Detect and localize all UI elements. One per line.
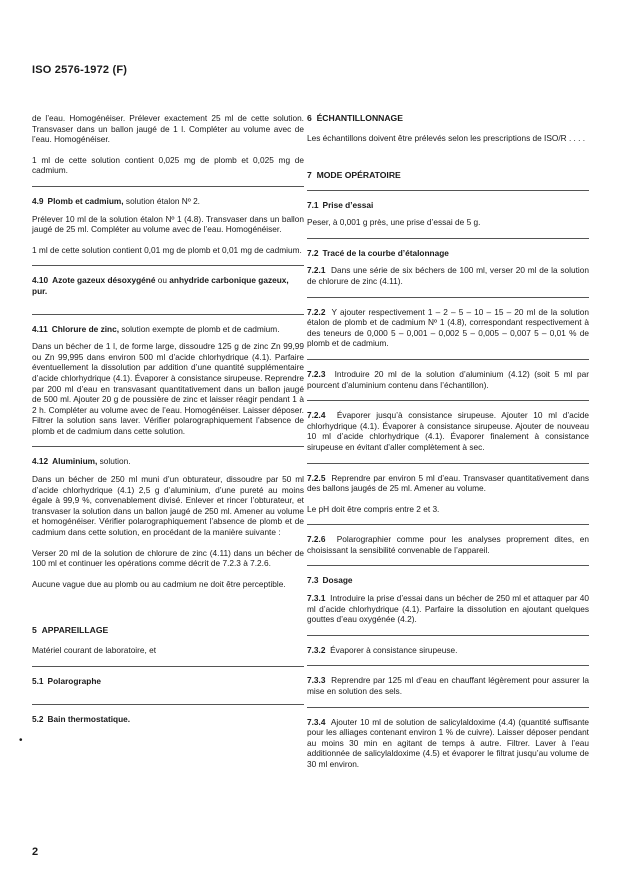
right-column bbox=[307, 113, 589, 780]
section-divider bbox=[307, 400, 589, 401]
paragraph: Peser, à 0,001 g près, une prise d’essai de 5 g. bbox=[307, 217, 481, 228]
section-title: Dosage bbox=[322, 575, 353, 586]
page-number: 2 bbox=[32, 846, 39, 858]
paragraph: Prélever 10 ml de la solution étalon Nº 1 (4.8). Transvaser dans un ballon jaugé de 25 ml. Compléter au volume avec de l’eau. Homogénéiser. bbox=[32, 213, 304, 235]
section-5-2-heading bbox=[32, 714, 304, 725]
section-7-heading bbox=[307, 170, 589, 181]
section-divider bbox=[307, 359, 589, 360]
section-divider bbox=[307, 190, 589, 191]
left-column bbox=[32, 113, 304, 731]
section-5-heading bbox=[32, 625, 304, 636]
clause-text: Dans une série de six béchers de 100 ml, verser 20 ml de la solution de chlorure de zinc (4.11). bbox=[307, 265, 589, 286]
clause-text: Reprendre par 125 ml d’eau en chauffant légèrement pour assurer la mise en solution des sels. bbox=[307, 675, 589, 697]
clause-text: Ajouter 10 ml de solution de salicylaldoxime (4.4) (quantité suffisante pour les alliages contenant environ 1 % de cuivre). Laisser déposer pendant au moins 30 min en agitant de temps à autre. Filtrer. Laver à l’eau additionnée de salicylaldoxime (4.5) et évaporer le filtrat jusqu’au volume de 30 ml environ. bbox=[307, 716, 589, 769]
clause-number: 7.3.3 bbox=[307, 675, 326, 686]
clause-number: 7.2.3 bbox=[307, 368, 326, 379]
section-divider bbox=[32, 704, 304, 705]
section-number: 5.1 bbox=[32, 676, 44, 686]
section-title-rest: anhydride carbonique gazeux, pur. bbox=[32, 275, 289, 296]
section-title: Azote gazeux désoxygéné bbox=[52, 275, 156, 286]
clause-number: 7.2.1 bbox=[307, 265, 326, 276]
margin-mark: • bbox=[19, 735, 23, 746]
section-title-connector: ou bbox=[155, 275, 170, 286]
section-number: 4.10 bbox=[32, 275, 49, 286]
clause-number: 7.3.4 bbox=[307, 716, 326, 727]
clause-number: 7.2.2 bbox=[307, 306, 326, 317]
section-title: Polarographe bbox=[47, 676, 102, 686]
paragraph-7-2-1 bbox=[307, 265, 589, 286]
section-divider bbox=[307, 524, 589, 525]
clause-text: Reprendre par environ 5 ml d’eau. Transvaser quantitativement dans des ballons jaugés de 25 ml. Amener au volume. bbox=[307, 472, 589, 494]
section-divider bbox=[307, 463, 589, 464]
section-number: 7 bbox=[307, 169, 312, 180]
clause-text: Évaporer à consistance sirupeuse. bbox=[330, 644, 458, 655]
section-title: Prise d’essai bbox=[322, 199, 374, 210]
paragraph-7-2-4 bbox=[307, 410, 589, 452]
section-divider bbox=[307, 238, 589, 239]
clause-text: Introduire la prise d’essai dans un bécher de 250 ml et attaquer par 40 ml d’acide chlorhydrique (4.1). Parfaire la dissolution en ajoutant quelques gouttes d’eau oxygénée (4.2). bbox=[307, 593, 589, 625]
clause-text: Polarographier comme pour les analyses proprement dites, en choisissant la sensibilité convenable de l’appareil. bbox=[307, 534, 589, 555]
section-divider bbox=[307, 665, 589, 666]
paragraph-7-2-3 bbox=[307, 369, 589, 390]
section-title: Plomb et cadmium, bbox=[47, 195, 124, 206]
paragraph-7-3-2 bbox=[307, 645, 589, 656]
section-title-rest: solution étalon Nº 2. bbox=[123, 195, 200, 206]
document-header: ISO 2576-1972 (F) bbox=[32, 64, 128, 76]
section-divider bbox=[32, 666, 304, 667]
paragraph: Dans un bécher de 250 ml muni d’un obturateur, dissoudre par 50 ml d’acide chlorhydrique (4.1) 2,5 g d’aluminium, d’une pureté au moins égale à 99,9 %, convenablement divisé. Enlever et rincer l’obturateur, et transvaser la solution dans un ballon jaugé de 250 ml. Amener au volume et homogénéiser. Vérifier polarographiquement l’absence de plomb et de cadmium dans cette solution, en procédant de la manière suivante : bbox=[32, 474, 304, 538]
section-divider bbox=[32, 265, 304, 266]
section-7-2-heading bbox=[307, 248, 589, 259]
section-divider bbox=[307, 565, 589, 566]
section-title: Tracé de la courbe d’étalonnage bbox=[322, 247, 449, 258]
section-number: 4.11 bbox=[32, 323, 48, 334]
paragraph: Le pH doit être compris entre 2 et 3. bbox=[307, 503, 440, 514]
section-7-3-heading bbox=[307, 575, 589, 586]
clause-text: Introduire 20 ml de la solution d’aluminium (4.12) (soit 5 ml par pourcent d’aluminium contenu dans l’échantillon). bbox=[307, 368, 589, 390]
section-number: 7.1 bbox=[307, 199, 319, 210]
paragraph-7-2-5 bbox=[307, 473, 589, 494]
section-number: 7.3 bbox=[307, 575, 319, 586]
section-4-9-heading bbox=[32, 196, 304, 207]
clause-text: Évaporer jusqu’à consistance sirupeuse. Ajouter 10 ml d’acide chlorhydrique (4.1). Évaporer à consistance sirupeuse. Ajouter de nouveau 10 ml d’acide chlorhydrique (4.1). Évaporer finalement à consistance sirupeuse en évitant d’aller complètement à sec. bbox=[307, 410, 589, 452]
section-divider bbox=[32, 186, 304, 187]
section-title: Chlorure de zinc, bbox=[51, 323, 120, 334]
clause-number: 7.3.1 bbox=[307, 593, 326, 604]
section-title: Aluminium, bbox=[52, 456, 98, 467]
section-number: 6 bbox=[307, 113, 312, 123]
section-divider bbox=[307, 297, 589, 298]
section-title-rest: solution. bbox=[97, 456, 131, 467]
section-title: Bain thermostatique. bbox=[47, 713, 131, 724]
paragraph-7-3-1 bbox=[307, 593, 589, 625]
clause-number: 7.2.4 bbox=[307, 410, 326, 421]
clause-text: Y ajouter respectivement 1 – 2 – 5 – 10 – 15 – 20 ml de la solution étalon de plomb et de cadmium Nº 1 (4.8), correspondant respectivement à des teneurs de 0,000 5 – 0,001 – 0,002 5 – 0,005 – 0,007 5 – 0,01 % de plomb et de cadmium. bbox=[307, 306, 589, 349]
paragraph: 1 ml de cette solution contient 0,025 mg de plomb et 0,025 mg de cadmium. bbox=[32, 154, 304, 176]
section-title: APPAREILLAGE bbox=[41, 625, 109, 636]
section-title: MODE OPÉRATOIRE bbox=[316, 169, 401, 180]
section-divider bbox=[32, 314, 304, 315]
section-divider bbox=[32, 446, 304, 447]
paragraph: Matériel courant de laboratoire, et bbox=[32, 645, 157, 656]
section-number: 5 bbox=[32, 625, 37, 636]
section-number: 7.2 bbox=[307, 247, 319, 258]
paragraph: Dans un bécher de 1 l, de forme large, dissoudre 125 g de zinc Zn 99,99 ou Zn 99,995 dans environ 500 ml d’acide chlorhydrique (4.1). Parfaire éventuellement la dissolution par addition d’une quantité supplémentaire d’acide chlorhydrique (4.1). Évaporer à consistance sirupeuse. Reprendre par 200 ml d’eau en transvasant quantitativement dans un ballon jaugé de 500 ml. Ajouter 20 g de poussière de zinc et laisser réagir pendant 1 à 2 h. Compléter au volume avec de l’eau. Homogénéiser. Laisser déposer. Filtrer la solution sans laver. Vérifier polarographiquement l’absence de plomb et de cadmium dans cette solution. bbox=[32, 341, 304, 436]
clause-number: 7.2.6 bbox=[307, 534, 326, 545]
section-title: ÉCHANTILLONNAGE bbox=[316, 113, 403, 123]
paragraph-7-2-2 bbox=[307, 307, 589, 349]
paragraph: Verser 20 ml de la solution de chlorure de zinc (4.11) dans un bécher de 100 ml et continuer les opérations comme décrit de 7.2.3 à 7.2.6. bbox=[32, 547, 304, 569]
paragraph: Les échantillons doivent être prélevés selon les prescriptions de ISO/R . . . . bbox=[307, 133, 586, 143]
section-number: 4.9 bbox=[32, 195, 44, 206]
paragraph: 1 ml de cette solution contient 0,01 mg de plomb et 0,01 mg de cadmium. bbox=[32, 244, 302, 255]
section-5-1-heading bbox=[32, 676, 304, 687]
clause-number: 7.3.2 bbox=[307, 644, 326, 655]
paragraph-7-3-4 bbox=[307, 717, 589, 770]
section-7-1-heading bbox=[307, 200, 589, 211]
section-divider bbox=[307, 707, 589, 708]
section-4-12-heading bbox=[32, 456, 304, 467]
section-number: 5.2 bbox=[32, 713, 44, 724]
section-6-heading bbox=[307, 113, 589, 124]
section-4-10-heading bbox=[32, 275, 304, 296]
paragraph-7-3-3 bbox=[307, 675, 589, 696]
clause-number: 7.2.5 bbox=[307, 472, 326, 483]
section-4-11-heading bbox=[32, 324, 304, 335]
paragraph: de l’eau. Homogénéiser. Prélever exactement 25 ml de cette solution. Transvaser dans un ballon jaugé de 1 l. Compléter au volume avec de l’eau. Homogénéiser. bbox=[32, 113, 304, 145]
paragraph-7-2-6 bbox=[307, 534, 589, 555]
section-divider bbox=[307, 635, 589, 636]
section-title-rest: solution exempte de plomb et de cadmium. bbox=[119, 323, 280, 334]
section-number: 4.12 bbox=[32, 456, 49, 467]
paragraph: Aucune vague due au plomb ou au cadmium ne doit être perceptible. bbox=[32, 578, 286, 589]
